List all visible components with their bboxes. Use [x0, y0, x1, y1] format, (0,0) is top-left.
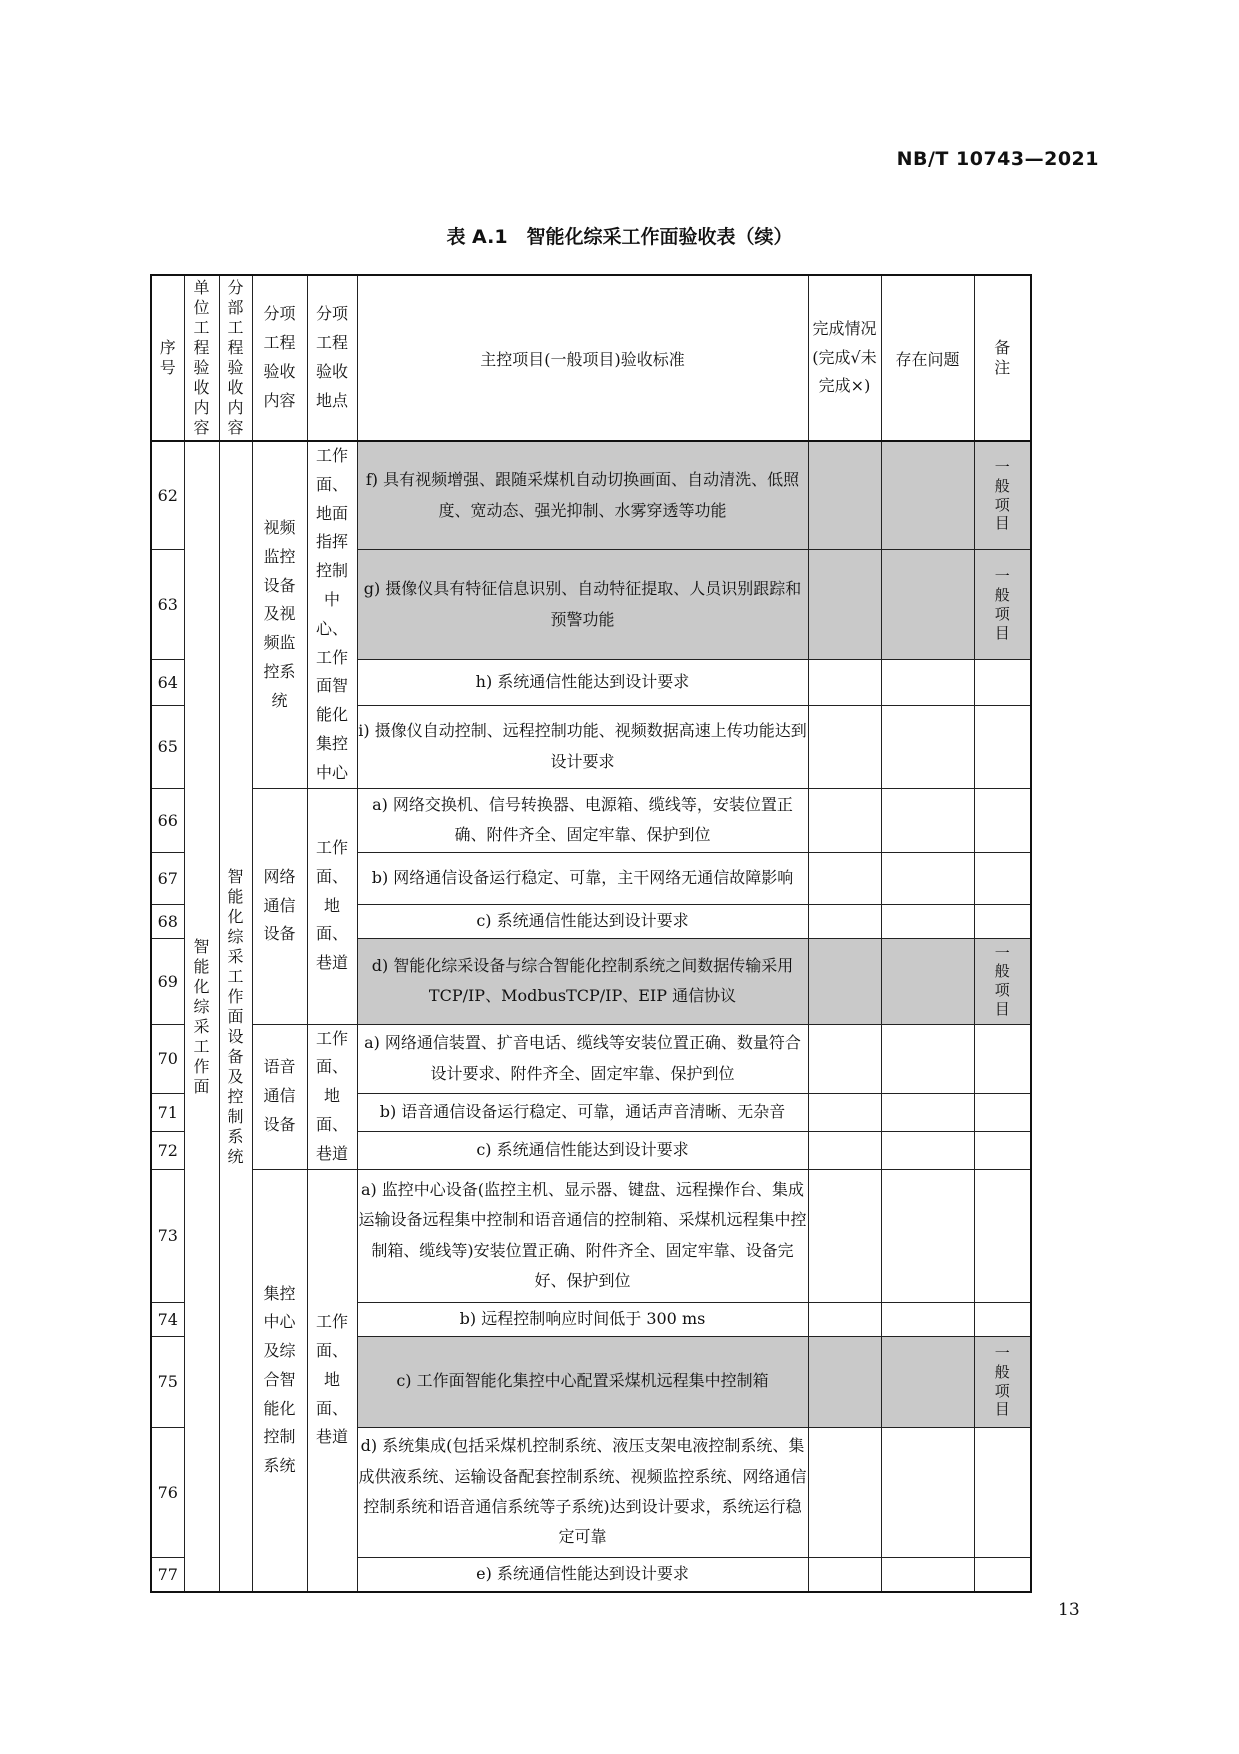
status-cell [808, 852, 881, 904]
remark-cell [974, 904, 1031, 938]
place-network-cell: 工作面、地面、巷道 [307, 788, 357, 1024]
place-control-cell: 工作面、地面、巷道 [307, 1169, 357, 1592]
issue-cell [881, 1302, 974, 1336]
status-cell [808, 660, 881, 705]
standard-cell: d) 系统集成(包括采煤机控制系统、液压支架电液控制系统、集成供液系统、运输设备配套控制系统、视频监控系统、网络通信控制系统和语音通信系统等子系统)达到设计要求，系统运行稳定可靠 [357, 1427, 808, 1557]
standard-code: NB/T 10743—2021 [896, 148, 1099, 170]
issue-cell [881, 788, 974, 852]
table-header-row [151, 275, 1031, 441]
issue-cell [881, 1169, 974, 1302]
col-unit-header: 单位工程验收内容 [184, 275, 219, 441]
row-number: 73 [151, 1169, 184, 1302]
unit-content-cell: 智能化综采工作面 [184, 441, 219, 1592]
col-place-header: 分项工程验收地点 [307, 275, 357, 441]
division-content-cell: 智能化综采工作面设备及控制系统 [219, 441, 252, 1592]
standard-cell: b) 语音通信设备运行稳定、可靠，通话声音清晰、无杂音 [357, 1093, 808, 1131]
standard-cell: e) 系统通信性能达到设计要求 [357, 1557, 808, 1592]
row-number: 64 [151, 660, 184, 705]
row-number: 69 [151, 938, 184, 1024]
remark-cell [974, 1131, 1031, 1169]
issue-cell [881, 904, 974, 938]
standard-cell: a) 网络通信装置、扩音电话、缆线等安装位置正确、数量符合设计要求、附件齐全、固定牢靠、保护到位 [357, 1024, 808, 1093]
issue-cell [881, 1024, 974, 1093]
remark-cell [974, 1427, 1031, 1557]
status-cell [808, 904, 881, 938]
place-video-cell: 工作面、地面指挥控制中心、工作面智能化集控中心 [307, 441, 357, 788]
remark-cell: 一般项目 [974, 550, 1031, 660]
remark-cell [974, 852, 1031, 904]
status-cell [808, 1024, 881, 1093]
standard-cell: a) 监控中心设备(监控主机、显示器、键盘、远程操作台、集成运输设备远程集中控制和语音通信的控制箱、采煤机远程集中控制箱、缆线等)安装位置正确、附件齐全、固定牢靠、设备完好、保护到位 [357, 1169, 808, 1302]
page-number: 13 [1058, 1600, 1080, 1620]
row-number: 70 [151, 1024, 184, 1093]
issue-cell [881, 660, 974, 705]
row-number: 76 [151, 1427, 184, 1557]
table-row [151, 1169, 1031, 1302]
row-number: 68 [151, 904, 184, 938]
standard-cell: f) 具有视频增强、跟随采煤机自动切换画面、自动清洗、低照度、宽动态、强光抑制、水雾穿透等功能 [357, 441, 808, 550]
status-cell [808, 550, 881, 660]
issue-cell [881, 1131, 974, 1169]
status-cell [808, 1557, 881, 1592]
status-cell [808, 1169, 881, 1302]
standard-cell: c) 工作面智能化集控中心配置采煤机远程集中控制箱 [357, 1336, 808, 1427]
remark-cell [974, 1024, 1031, 1093]
table-row [151, 788, 1031, 852]
issue-cell [881, 1427, 974, 1557]
issue-cell [881, 1557, 974, 1592]
status-cell [808, 1427, 881, 1557]
status-cell [808, 1131, 881, 1169]
col-issue-header: 存在问题 [881, 275, 974, 441]
remark-cell: 一般项目 [974, 938, 1031, 1024]
item-control-cell: 集控中心及综合智能化控制系统 [252, 1169, 307, 1592]
standard-cell: c) 系统通信性能达到设计要求 [357, 904, 808, 938]
row-number: 67 [151, 852, 184, 904]
issue-cell [881, 550, 974, 660]
status-cell [808, 788, 881, 852]
standard-cell: a) 网络交换机、信号转换器、电源箱、缆线等，安装位置正确、附件齐全、固定牢靠、保护到位 [357, 788, 808, 852]
item-voice-cell: 语音通信设备 [252, 1024, 307, 1169]
item-video-cell: 视频监控设备及视频监控系统 [252, 441, 307, 788]
col-item-header: 分项工程验收内容 [252, 275, 307, 441]
status-cell [808, 1336, 881, 1427]
remark-cell: 一般项目 [974, 1336, 1031, 1427]
col-remark-header: 备注 [974, 275, 1031, 441]
item-network-cell: 网络通信设备 [252, 788, 307, 1024]
row-number: 77 [151, 1557, 184, 1592]
row-number: 62 [151, 441, 184, 550]
standard-cell: c) 系统通信性能达到设计要求 [357, 1131, 808, 1169]
col-division-header: 分部工程验收内容 [219, 275, 252, 441]
standard-cell: i) 摄像仪自动控制、远程控制功能、视频数据高速上传功能达到设计要求 [357, 705, 808, 788]
issue-cell [881, 1336, 974, 1427]
row-number: 66 [151, 788, 184, 852]
row-number: 63 [151, 550, 184, 660]
standard-cell: b) 网络通信设备运行稳定、可靠，主干网络无通信故障影响 [357, 852, 808, 904]
row-number: 75 [151, 1336, 184, 1427]
issue-cell [881, 852, 974, 904]
remark-cell: 一般项目 [974, 441, 1031, 550]
status-cell [808, 938, 881, 1024]
row-number: 71 [151, 1093, 184, 1131]
standard-cell: d) 智能化综采设备与综合智能化控制系统之间数据传输采用 TCP/IP、ModbusTCP/IP、EIP 通信协议 [357, 938, 808, 1024]
remark-cell [974, 788, 1031, 852]
table-caption: 表 A.1 智能化综采工作面验收表（续） [446, 226, 793, 248]
acceptance-table [150, 274, 1032, 1593]
remark-cell [974, 1169, 1031, 1302]
col-seq-header: 序号 [151, 275, 184, 441]
row-number: 65 [151, 705, 184, 788]
status-cell [808, 1093, 881, 1131]
issue-cell [881, 441, 974, 550]
place-voice-cell: 工作面、地面、巷道 [307, 1024, 357, 1169]
remark-cell [974, 705, 1031, 788]
col-status-header: 完成情况(完成√未完成×) [808, 275, 881, 441]
remark-cell [974, 1302, 1031, 1336]
table-row [151, 441, 1031, 550]
remark-cell [974, 660, 1031, 705]
col-standard-header: 主控项目(一般项目)验收标准 [357, 275, 808, 441]
standard-cell: b) 远程控制响应时间低于 300 ms [357, 1302, 808, 1336]
issue-cell [881, 705, 974, 788]
status-cell [808, 441, 881, 550]
remark-cell [974, 1093, 1031, 1131]
row-number: 72 [151, 1131, 184, 1169]
table-row [151, 1024, 1031, 1093]
issue-cell [881, 938, 974, 1024]
standard-cell: h) 系统通信性能达到设计要求 [357, 660, 808, 705]
status-cell [808, 1302, 881, 1336]
issue-cell [881, 1093, 974, 1131]
status-cell [808, 705, 881, 788]
standard-cell: g) 摄像仪具有特征信息识别、自动特征提取、人员识别跟踪和预警功能 [357, 550, 808, 660]
row-number: 74 [151, 1302, 184, 1336]
remark-cell [974, 1557, 1031, 1592]
